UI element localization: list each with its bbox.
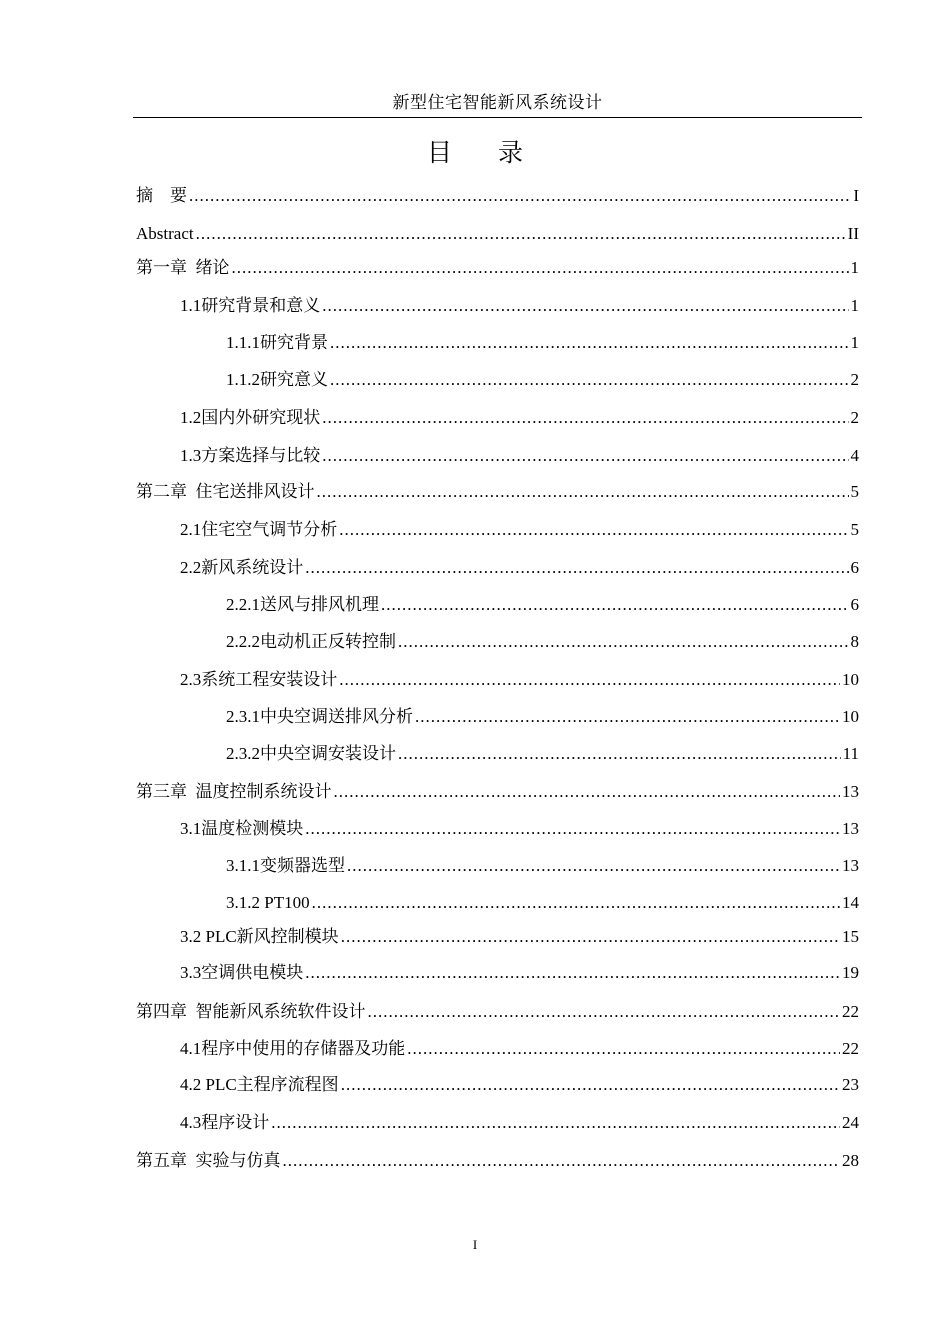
toc-entry-label: 2.3系统工程安装设计 (180, 670, 338, 689)
toc-entry-page: 14 (842, 893, 859, 912)
toc-entry-label: 第二章 住宅送排风设计 (136, 482, 315, 501)
toc-entry-page: 1 (850, 258, 859, 277)
toc-entry-3-1-2[interactable] (226, 891, 859, 915)
toc-entry-label: 第三章 温度控制系统设计 (136, 782, 332, 801)
dot-leader (317, 480, 849, 504)
toc-entry-2-2-2[interactable] (226, 630, 859, 654)
dot-leader (339, 668, 840, 692)
toc-entry-label: 1.2国内外研究现状 (180, 408, 321, 427)
toc-entry-label: 3.1.2 PT100 (226, 893, 310, 912)
toc-entry-label: 1.1.2研究意义 (226, 370, 328, 389)
toc-entry-label: 2.2.2电动机正反转控制 (226, 632, 396, 651)
dot-leader (381, 593, 849, 617)
dot-leader (341, 1073, 840, 1097)
toc-entry-page: 5 (850, 482, 859, 501)
toc-entry-page: 2 (850, 408, 859, 427)
dot-leader (341, 925, 840, 949)
toc-entry-1-1-2[interactable] (226, 368, 859, 392)
toc-entry-label: 3.1温度检测模块 (180, 819, 304, 838)
toc-entry-chapter-4[interactable] (136, 1000, 859, 1024)
toc-entry-page: 1 (850, 333, 859, 352)
dot-leader (398, 630, 849, 654)
toc-entry-label: 2.2新风系统设计 (180, 558, 304, 577)
toc-entry-3-1[interactable] (180, 817, 859, 841)
toc-entry-4-3[interactable] (180, 1111, 859, 1135)
toc-entry-page: 28 (842, 1151, 859, 1170)
toc-entry-3-1-1[interactable] (226, 854, 859, 878)
dot-leader (283, 1149, 841, 1173)
dot-leader (305, 817, 840, 841)
toc-entry-label: 3.3空调供电模块 (180, 963, 304, 982)
toc-entry-page: 22 (842, 1002, 859, 1021)
dot-leader (407, 1037, 840, 1061)
toc-entry-page: I (853, 186, 859, 205)
toc-entry-page: 1 (850, 296, 859, 315)
toc-entry-2-2[interactable] (180, 556, 859, 580)
running-header (133, 89, 862, 118)
dot-leader (196, 222, 846, 246)
toc-entry-page: 23 (842, 1075, 859, 1094)
toc-entry-label: 第五章 实验与仿真 (136, 1151, 281, 1170)
toc-entry-label: 2.3.2中央空调安装设计 (226, 744, 396, 763)
running-header-title: 新型住宅智能新风系统设计 (392, 93, 603, 112)
toc-entry-page: 11 (842, 744, 859, 763)
toc-entry-2-1[interactable] (180, 518, 859, 542)
toc-entry-2-2-1[interactable] (226, 593, 859, 617)
dot-leader (271, 1111, 840, 1135)
toc-entry-1-3[interactable] (180, 444, 859, 468)
toc-entry-chapter-5[interactable] (136, 1149, 859, 1173)
toc-entry-label: 2.1住宅空气调节分析 (180, 520, 338, 539)
toc-entry-label: 4.2 PLC主程序流程图 (180, 1075, 339, 1094)
toc-entry-page: 13 (842, 819, 859, 838)
toc-entry-page: 2 (850, 370, 859, 389)
toc-entry-page: 5 (850, 520, 859, 539)
toc-entry-2-3-2[interactable] (226, 742, 859, 766)
toc-entry-page: 24 (842, 1113, 859, 1132)
toc-entry-page: 19 (842, 963, 859, 982)
toc-entry-4-2[interactable] (180, 1073, 859, 1097)
dot-leader (232, 256, 849, 280)
toc-entry-label: 4.3程序设计 (180, 1113, 270, 1132)
toc-entry-page: 8 (850, 632, 859, 651)
toc-entry-page: 15 (842, 927, 859, 946)
toc-entry-page: 13 (842, 856, 859, 875)
toc-entry-page: 6 (850, 595, 859, 614)
dot-leader (330, 368, 849, 392)
toc-entry-page: 6 (850, 558, 859, 577)
toc-entry-page: 13 (842, 782, 859, 801)
toc-entry-label: 1.1研究背景和意义 (180, 296, 321, 315)
toc-entry-4-1[interactable] (180, 1037, 859, 1061)
toc-entry-3-2[interactable] (180, 925, 859, 949)
dot-leader (189, 184, 851, 208)
toc-title (0, 135, 950, 171)
toc-entry-label: 4.1程序中使用的存储器及功能 (180, 1039, 406, 1058)
dot-leader (305, 961, 840, 985)
dot-leader (322, 294, 848, 318)
toc-title-right: 录 (498, 138, 524, 167)
page-number: I (472, 1237, 478, 1252)
toc-entry-abstract-cn[interactable] (136, 184, 859, 208)
dot-leader (334, 780, 841, 804)
dot-leader (415, 705, 840, 729)
dot-leader (330, 331, 849, 355)
toc-entry-page: 10 (842, 670, 859, 689)
toc-entry-page: 10 (842, 707, 859, 726)
toc-entry-page: II (847, 224, 859, 243)
dot-leader (322, 444, 848, 468)
toc-entry-chapter-3[interactable] (136, 780, 859, 804)
dot-leader (347, 854, 840, 878)
toc-entry-2-3[interactable] (180, 668, 859, 692)
toc-entry-label: 1.1.1研究背景 (226, 333, 328, 352)
toc-title-left: 目 (426, 138, 452, 167)
toc-entry-label: Abstract (136, 224, 194, 243)
toc-entry-label: 2.3.1中央空调送排风分析 (226, 707, 413, 726)
dot-leader (339, 518, 848, 542)
toc-entry-label: 1.3方案选择与比较 (180, 446, 321, 465)
dot-leader (398, 742, 841, 766)
toc-entry-page: 4 (850, 446, 859, 465)
toc-entry-label: 3.2 PLC新风控制模块 (180, 927, 339, 946)
toc-entry-label: 摘 要 (136, 186, 187, 205)
toc-entry-page: 22 (842, 1039, 859, 1058)
toc-entry-label: 3.1.1变频器选型 (226, 856, 345, 875)
toc-entry-label: 第四章 智能新风系统软件设计 (136, 1002, 366, 1021)
toc-entry-3-3[interactable] (180, 961, 859, 985)
toc-entry-1-1-1[interactable] (226, 331, 859, 355)
toc-entry-1-2[interactable] (180, 406, 859, 430)
toc-entry-abstract-en[interactable] (136, 222, 859, 246)
dot-leader (322, 406, 848, 430)
dot-leader (312, 891, 840, 915)
toc-entry-label: 2.2.1送风与排风机理 (226, 595, 379, 614)
toc-entry-label: 第一章 绪论 (136, 258, 230, 277)
toc-entry-1-1[interactable] (180, 294, 859, 318)
dot-leader (368, 1000, 841, 1024)
dot-leader (305, 556, 848, 580)
toc-entry-chapter-2[interactable] (136, 480, 859, 504)
toc-entry-chapter-1[interactable] (136, 256, 859, 280)
toc-entry-2-3-1[interactable] (226, 705, 859, 729)
